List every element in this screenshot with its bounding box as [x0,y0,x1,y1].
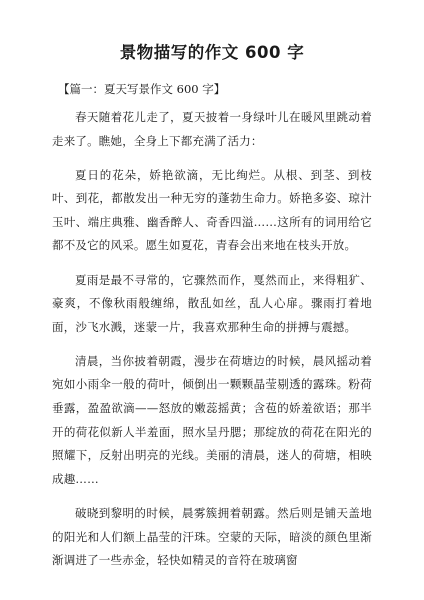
paragraph: 春天随着花儿走了，夏天披着一身绿叶儿在暖风里跳动着走来了。瞧她，全身上下都充满了活力： [52,110,372,148]
paragraph: 破晓到黎明的时候，晨雾簇拥着朝露。然后则是铺天盖地的阳光和人们额上晶莹的汗珠。空蒙的天际，暗淡的颜色里渐渐调进了一些赤金，轻快如精灵的音符在玻璃窗 [52,505,372,568]
paragraph: 夏日的花朵，娇艳欲滴，无比绚烂。从根、到茎、到枝叶、到花，都散发出一种无穷的蓬勃生命力。娇艳多姿、琼汁玉叶、端庄典雅、幽香醉人、奇香四溢……这所有的词用给它都不及它的风采。愿生如夏花，青春会出来地在枝头开放。 [52,167,372,253]
section-heading: 【篇一：夏天写景作文 600 字】 [58,82,226,96]
paragraph: 夏雨是最不寻常的，它骤然而作，戛然而止，来得粗犷、豪爽，不像秋雨般缠绵，散乱如丝，乱人心扉。骤雨打着地面，沙飞水溅，迷蒙一片，我喜欢那种生命的拼搏与震撼。 [52,272,372,334]
document-title: 景物描写的作文 600 字 [119,43,305,62]
paragraph: 清晨，当你披着朝霞，漫步在荷塘边的时候，晨风摇动着宛如小雨伞一般的荷叶，倾倒出一颗颗晶莹剔透的露珠。粉荷垂露，盈盈欲滴——怒放的嫩蕊摇黄；含苞的娇羞欲语；那半开的荷花似新人半羞面，照水呈丹腮；那绽放的荷花在阳光的照耀下，反射出明亮的光线。美丽的清晨，迷人的荷塘，相映成趣…… [52,353,372,486]
document-body [52,106,372,573]
